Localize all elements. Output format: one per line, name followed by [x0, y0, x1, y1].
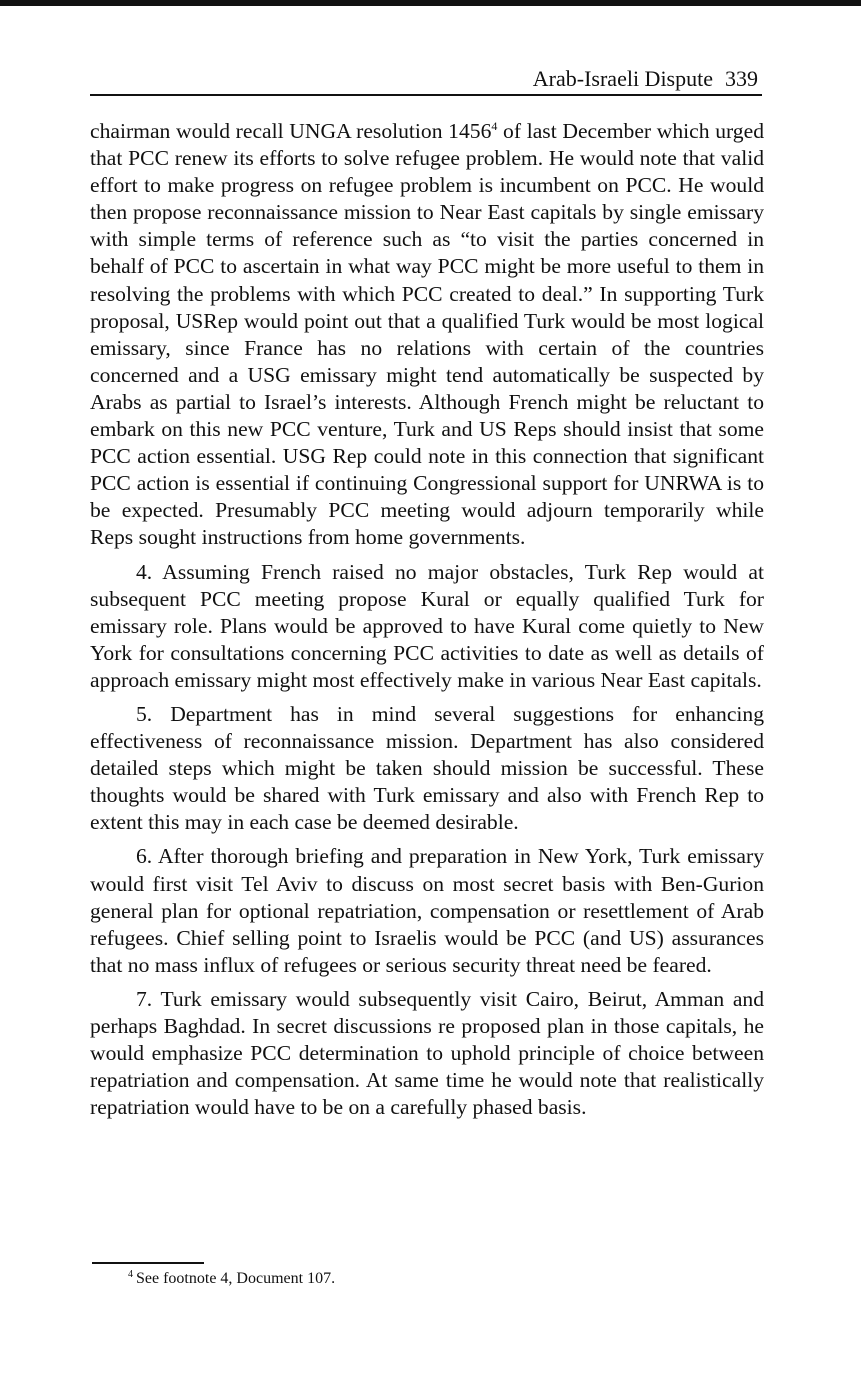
paragraph-text: chairman would recall UNGA resolution 1456	[90, 119, 492, 143]
footnote-marker: 4	[128, 1268, 133, 1280]
paragraph-text: of last December which urged that PCC renew its efforts to solve refugee problem. He would note that valid effort to make progress on refugee problem is incumbent on PCC. He would then propose reconnaissance mission to Near East capitals by single emissary with simple terms of reference such as “to visit the parties concerned in behalf of PCC to ascertain in what way PCC might be more useful to them in resolving the problems with which PCC created to deal.” In supporting Turk proposal, USRep would point out that a qualified Turk would be most logical emissary, since France has no relations with certain of the countries concerned and a USG emissary might tend automatically be suspected by Arabs as partial to Israel’s interests. Although French might be reluctant to embark on this new PCC venture, Turk and US Reps should insist that some PCC action essential. USG Rep could note in this connection that significant PCC action is essential if continuing Congressional support for UNRWA is to be expected. Presumably PCC meeting would adjourn temporarily while Reps sought instructions from home governments.	[90, 119, 764, 550]
running-head	[533, 66, 758, 92]
running-header	[90, 58, 762, 96]
footnote-text: See footnote 4, Document 107.	[136, 1270, 336, 1287]
document-body	[90, 118, 764, 1128]
footnote	[128, 1269, 335, 1289]
paragraph-7: 7. Turk emissary would subsequently visit Cairo, Beirut, Amman and perhaps Baghdad. In secret discussions re proposed plan in those capitals, he would emphasize PCC determination to uphold principle of choice between repatriation and compensation. At same time he would note that realistically repatriation would have to be on a carefully phased basis.	[90, 986, 764, 1120]
page-top-border	[0, 0, 861, 6]
running-title: Arab-Israeli Dispute	[532, 66, 713, 91]
paragraph-4: 4. Assuming French raised no major obstacles, Turk Rep would at subsequent PCC meeting propose Kural or equally qualified Turk for emissary role. Plans would be approved to have Kural come quietly to New York for consultations concerning PCC activities to date as well as details of approach emissary might most effectively make in various Near East capitals.	[90, 559, 764, 692]
paragraph-continued	[90, 118, 764, 552]
footnote-rule	[92, 1262, 204, 1264]
footnote-reference: 4	[491, 118, 498, 133]
page-number: 339	[725, 66, 758, 91]
paragraph-6: 6. After thorough briefing and preparation in New York, Turk emissary would first visit Tel Aviv to discuss on most secret basis with Ben-Gurion general plan for optional repatriation, compensation or resettlement of Arab refugees. Chief selling point to Israelis would be PCC (and US) assurances that no mass influx of refugees or serious security threat need be feared.	[90, 844, 764, 977]
paragraph-5: 5. Department has in mind several suggestions for enhancing effectiveness of reconnaissance mission. Department has also considered detailed steps which might be taken should mission be successful. These thoughts would be shared with Turk emissary and also with French Rep to extent this may in each case be deemed desirable.	[90, 701, 764, 835]
